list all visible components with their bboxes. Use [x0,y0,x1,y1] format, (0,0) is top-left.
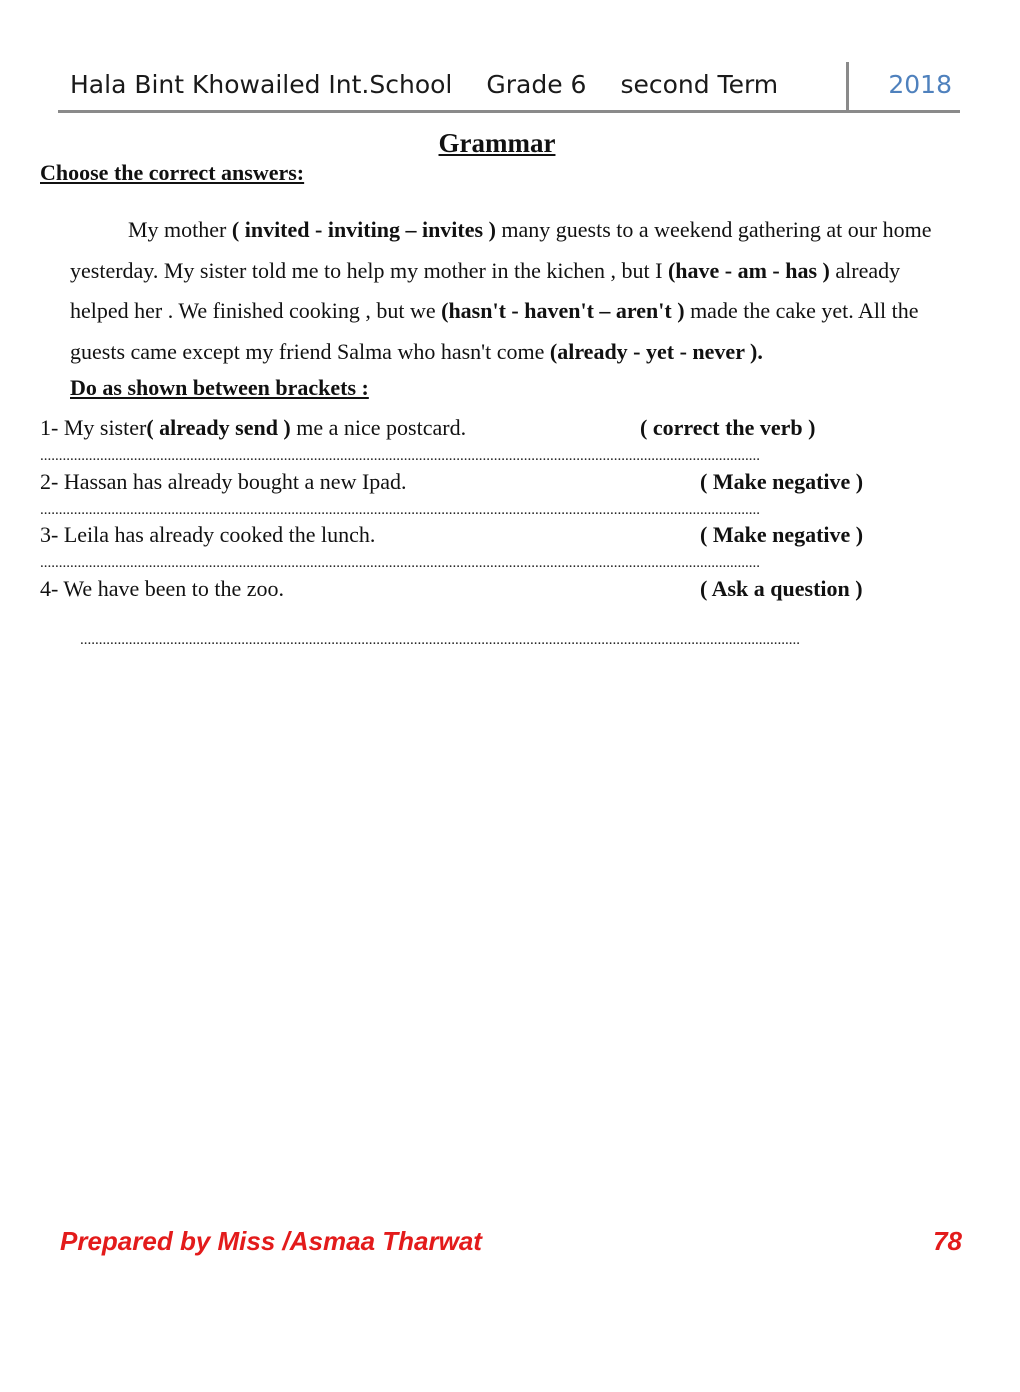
q1-post: me a nice postcard. [290,415,467,440]
q3-instruction: ( Make negative ) [700,522,864,547]
question-3: 3- Leila has already cooked the lunch. [40,522,376,547]
prepared-by: Prepared by Miss /Asmaa Tharwat [60,1226,482,1256]
page-title: Grammar [438,128,556,158]
answer-line-1[interactable]: ................................................................................................................................................................................................ [40,448,760,464]
para-text-4: made the cake yet. All the guests came except my friend Salma who hasn't come [70,298,919,364]
para-text-2: many guests to a weekend gathering at our home yesterday. My sister told me to help my mother in the kichen , but I [70,217,932,283]
choice-4[interactable]: (already - yet - never ). [549,338,763,364]
page-number: 78 [933,1226,962,1256]
grade-label: Grade 6 [486,70,587,99]
q1-pre: 1- My sister [40,415,147,440]
choice-paragraph [70,210,960,372]
section-heading-choose: Choose the correct answers: [40,160,305,185]
header-info [70,70,812,99]
header-divider [846,62,849,110]
choice-3[interactable]: (hasn't - haven't – aren't ) [441,298,685,323]
para-text-1: My mother [128,217,232,242]
para-text-3: already helped her . We finished cooking , but we [70,257,901,323]
page-header [58,62,960,113]
answer-line-4[interactable]: ................................................................................................................................................................................................ [80,632,800,648]
q1-bold: ( already send ) [146,415,291,440]
question-1 [40,415,466,441]
question-4: 4- We have been to the zoo. [40,576,285,601]
q4-instruction: ( Ask a question ) [700,576,863,601]
choice-2[interactable]: (have - am - has ) [667,257,830,283]
choice-1[interactable]: ( invited - inviting – invites ) [231,217,496,242]
school-name: Hala Bint Khowailed Int.School [70,70,453,99]
section-heading-brackets: Do as shown between brackets : [70,375,369,400]
question-2: 2- Hassan has already bought a new Ipad. [40,469,407,494]
term-label: second Term [620,70,779,99]
header-year: 2018 [888,70,952,99]
q2-instruction: ( Make negative ) [700,469,864,494]
q1-instruction: ( correct the verb ) [640,415,816,440]
answer-line-2[interactable]: ................................................................................................................................................................................................ [40,502,760,518]
answer-line-3[interactable]: ................................................................................................................................................................................................ [40,555,760,571]
